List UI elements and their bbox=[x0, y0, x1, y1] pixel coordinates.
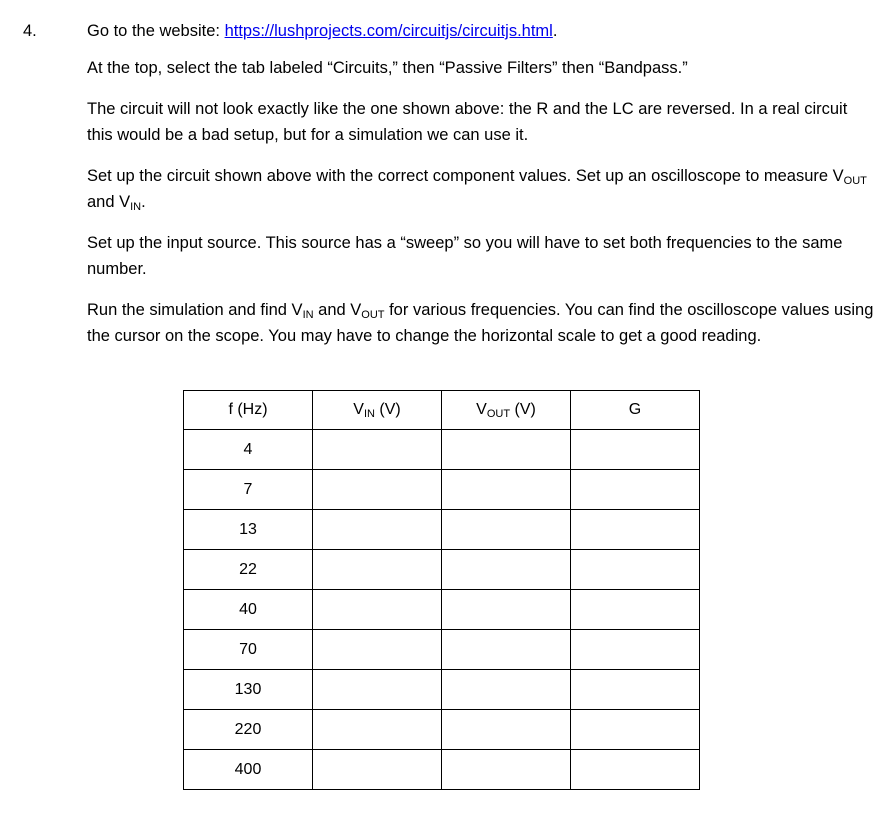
run-sub-out: OUT bbox=[361, 309, 385, 321]
header-vin: $V_{IN}$ (V) bbox=[313, 391, 442, 430]
cell-gain[interactable] bbox=[571, 550, 700, 590]
table-row bbox=[184, 510, 700, 550]
table-row bbox=[184, 750, 700, 790]
header-frequency: f (Hz) bbox=[184, 391, 313, 430]
cell-frequency: 70 bbox=[184, 630, 313, 670]
cell-gain[interactable] bbox=[571, 670, 700, 710]
cell-vout[interactable] bbox=[442, 630, 571, 670]
cell-frequency: 7 bbox=[184, 470, 313, 510]
circuitjs-link[interactable]: https://lushprojects.com/circuitjs/circuitjs.html bbox=[224, 22, 553, 40]
run-text-1: Run the simulation and find V bbox=[87, 301, 303, 319]
paragraph-website bbox=[87, 19, 877, 43]
cell-gain[interactable] bbox=[571, 430, 700, 470]
cell-frequency: 220 bbox=[184, 710, 313, 750]
run-text-3: for various frequencies. You can find the oscilloscope values using the cursor on the scope. You may have to change the horizontal scale to get a good reading. bbox=[87, 301, 874, 345]
cell-frequency: 22 bbox=[184, 550, 313, 590]
cell-gain[interactable] bbox=[571, 590, 700, 630]
cell-vin[interactable] bbox=[313, 670, 442, 710]
cell-vin[interactable] bbox=[313, 470, 442, 510]
paragraph-input-source: Set up the input source. This source has a “sweep” so you will have to set both frequencies to the same number. bbox=[87, 234, 843, 278]
cell-frequency: 40 bbox=[184, 590, 313, 630]
cell-vout[interactable] bbox=[442, 710, 571, 750]
cell-gain[interactable] bbox=[571, 630, 700, 670]
table-row bbox=[184, 630, 700, 670]
cell-vout[interactable] bbox=[442, 590, 571, 630]
website-prompt: Go to the website: bbox=[87, 22, 225, 40]
header-vout: $V_{OUT}$ (V) bbox=[442, 391, 571, 430]
frequency-table bbox=[183, 390, 700, 790]
cell-vout[interactable] bbox=[442, 670, 571, 710]
table-row bbox=[184, 710, 700, 750]
cell-vout[interactable] bbox=[442, 550, 571, 590]
cell-gain[interactable] bbox=[571, 470, 700, 510]
table-header-row bbox=[184, 391, 700, 430]
setup-text-2: and V bbox=[87, 193, 131, 211]
paragraph-circuit-note: The circuit will not look exactly like the one shown above: the R and the LC are reversed. In a real circuit this would be a bad setup, but for a simulation we can use it. bbox=[87, 100, 848, 144]
cell-vin[interactable] bbox=[313, 590, 442, 630]
cell-gain[interactable] bbox=[571, 750, 700, 790]
header-gain: G bbox=[571, 391, 700, 430]
cell-frequency: 4 bbox=[184, 430, 313, 470]
setup-text-3: . bbox=[141, 193, 146, 211]
table-row bbox=[184, 430, 700, 470]
website-period: . bbox=[552, 22, 558, 40]
cell-vout[interactable] bbox=[442, 470, 571, 510]
setup-sub-out: OUT bbox=[843, 175, 867, 187]
cell-gain[interactable] bbox=[571, 510, 700, 550]
item-number: 4. bbox=[23, 22, 37, 40]
cell-frequency: 400 bbox=[184, 750, 313, 790]
setup-sub-in: IN bbox=[130, 201, 142, 213]
cell-vout[interactable] bbox=[442, 510, 571, 550]
cell-vin[interactable] bbox=[313, 750, 442, 790]
paragraph-select-tab: At the top, select the tab labeled “Circuits,” then “Passive Filters” then “Bandpass.” bbox=[87, 59, 688, 77]
cell-frequency: 130 bbox=[184, 670, 313, 710]
cell-vin[interactable] bbox=[313, 430, 442, 470]
cell-vin[interactable] bbox=[313, 550, 442, 590]
cell-vin[interactable] bbox=[313, 630, 442, 670]
table-row bbox=[184, 550, 700, 590]
table-row bbox=[184, 590, 700, 630]
cell-frequency: 13 bbox=[184, 510, 313, 550]
cell-vin[interactable] bbox=[313, 710, 442, 750]
paragraph-run-simulation bbox=[87, 297, 877, 349]
run-sub-in: IN bbox=[302, 309, 314, 321]
cell-vout[interactable] bbox=[442, 430, 571, 470]
cell-vin[interactable] bbox=[313, 510, 442, 550]
run-text-2: and V bbox=[313, 301, 362, 319]
setup-text-1: Set up the circuit shown above with the correct component values. Set up an oscilloscope to measure V bbox=[87, 167, 844, 185]
table-row bbox=[184, 670, 700, 710]
table-row bbox=[184, 470, 700, 510]
cell-gain[interactable] bbox=[571, 710, 700, 750]
instructions bbox=[87, 19, 877, 364]
cell-vout[interactable] bbox=[442, 750, 571, 790]
paragraph-setup-circuit bbox=[87, 163, 877, 215]
